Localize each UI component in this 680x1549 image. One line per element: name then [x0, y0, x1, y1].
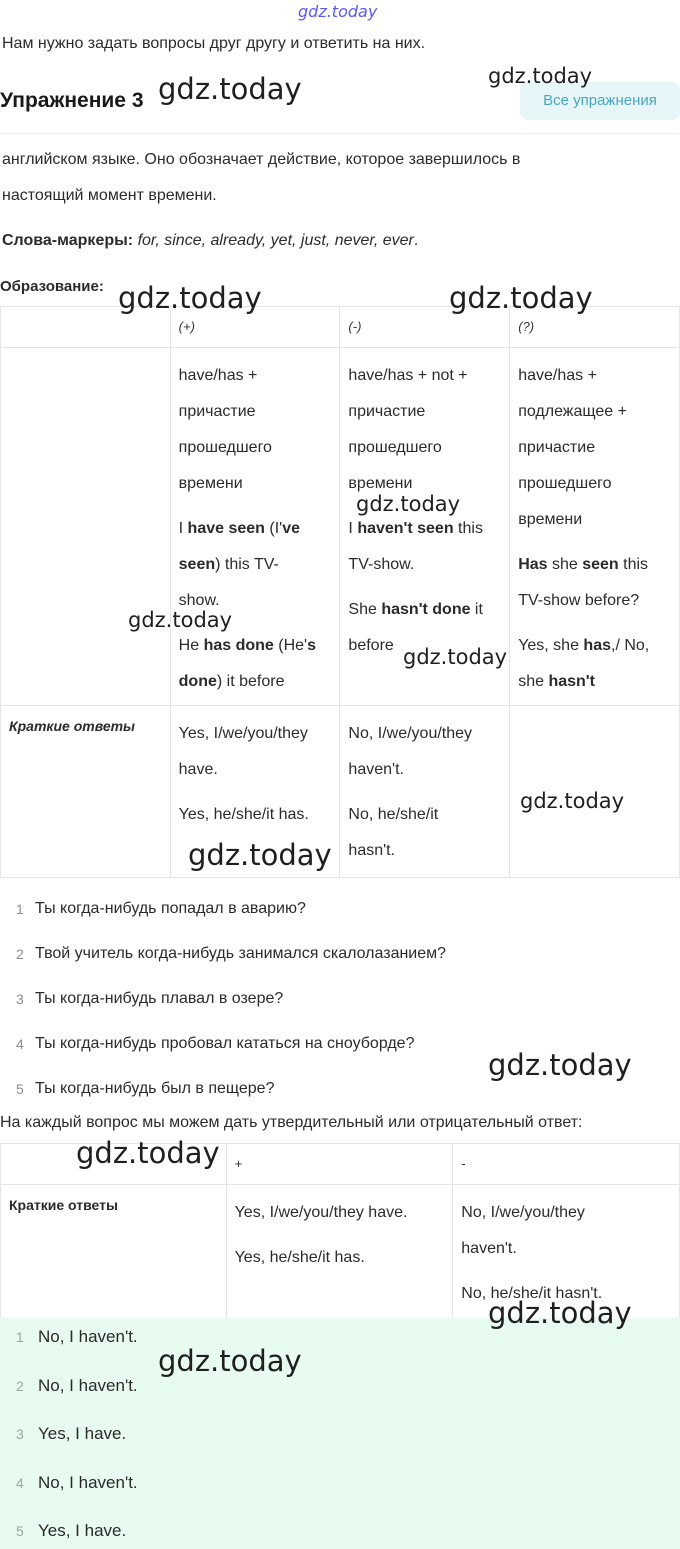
watermark: gdz.today	[356, 492, 461, 516]
short-positive-cell: Yes, I/we/you/they have. Yes, he/she/it has.	[170, 706, 340, 878]
list-item: 2 Твой учитель когда-нибудь занимался скалолазанием?	[16, 945, 447, 962]
rule-line: have/has + not +	[348, 367, 468, 384]
answer-item: 1 No, I haven't.	[16, 1327, 138, 1346]
formation-table	[0, 306, 680, 878]
formation-header-positive: (+)	[170, 307, 340, 348]
intro-text: Нам нужно задать вопросы друг другу и ответить на них.	[2, 35, 426, 52]
example-line: show.	[178, 592, 220, 609]
watermark: gdz.today	[488, 1296, 632, 1330]
markers-label: Слова-маркеры:	[2, 232, 134, 249]
short-header-empty	[1, 1144, 227, 1185]
short-answers-label-cell: Краткие ответы	[1, 706, 171, 878]
rule-line: прошедшего	[518, 475, 612, 492]
question-cell	[510, 348, 680, 706]
list-item: 1 Ты когда-нибудь попадал в аварию?	[16, 900, 306, 917]
rule-line: подлежащее +	[518, 403, 627, 420]
example-line: before	[348, 637, 394, 654]
watermark: gdz.today	[403, 645, 508, 669]
watermark-top: gdz.today	[298, 2, 378, 21]
example-line: She hasn't done it	[348, 601, 483, 618]
markers-value: for, since, already, yet, just, never, ever	[137, 232, 414, 249]
example-line: He has done (He's	[178, 637, 316, 654]
example-line: Has she seen this	[518, 556, 649, 573]
watermark: gdz.today	[449, 281, 593, 315]
short-header-negative: -	[453, 1144, 680, 1185]
rule-line: причастие	[348, 403, 426, 420]
example-line: seen) this TV-	[178, 556, 279, 573]
answer-item: 4 No, I haven't.	[16, 1472, 138, 1492]
positive-cell	[170, 348, 340, 706]
page-title: Упражнение 3	[0, 89, 144, 112]
example-line: I haven't seen this	[348, 520, 483, 537]
list-item: 3 Ты когда-нибудь плавал в озере?	[16, 990, 284, 1007]
rule-line: времени	[348, 475, 413, 492]
example-line: TV-show.	[348, 556, 415, 573]
exercise-header	[0, 72, 680, 134]
short-pos-cell: Yes, I/we/you/they have. Yes, he/she/it has.	[226, 1185, 453, 1319]
watermark: gdz.today	[488, 64, 593, 88]
all-exercises-button[interactable]: Все упражнения	[520, 82, 680, 120]
formation-header-empty	[1, 307, 171, 348]
markers-line	[2, 223, 418, 259]
formation-row-label	[1, 348, 171, 706]
formation-label: Образование:	[0, 278, 104, 295]
negative-cell	[340, 348, 510, 706]
answers-intro: На каждый вопрос мы можем дать утвердительный или отрицательный ответ:	[0, 1114, 583, 1131]
watermark: gdz.today	[128, 608, 233, 632]
short-label-cell: Краткие ответы	[1, 1185, 227, 1319]
example-line: Yes, she has,/ No,	[518, 637, 650, 654]
answer-item: 3 Yes, I have.	[16, 1424, 127, 1443]
short-header-positive: +	[226, 1144, 453, 1185]
description-line-1: английском языке. Оно обозначает действие, которое завершилось в	[2, 151, 521, 168]
answer-item: 5 Yes, I have.	[16, 1521, 127, 1540]
rule-line: времени	[518, 511, 583, 528]
watermark: gdz.today	[76, 1136, 220, 1170]
formation-header-question: (?)	[510, 307, 680, 348]
rule-line: have/has +	[178, 367, 258, 384]
example-line: she hasn't	[518, 673, 595, 690]
rule-line: прошедшего	[178, 439, 272, 456]
example-line: done) it before	[178, 673, 285, 690]
watermark: gdz.today	[520, 789, 625, 813]
list-item: 4 Ты когда-нибудь пробовал кататься на сноуборде?	[16, 1035, 415, 1052]
rule-line: времени	[178, 475, 243, 492]
rule-line: причастие	[518, 439, 596, 456]
short-neg-cell: No, I/we/you/they haven't. No, he/she/it hasn't.	[453, 1185, 680, 1319]
watermark: gdz.today	[158, 72, 302, 106]
watermark: gdz.today	[188, 838, 332, 872]
rule-line: have/has +	[518, 367, 597, 384]
watermark: gdz.today	[118, 281, 262, 315]
description-line-2: настоящий момент времени.	[2, 187, 217, 204]
formation-header-negative: (-)	[340, 307, 510, 348]
short-answers-table	[0, 1143, 680, 1319]
example-line: TV-show before?	[518, 592, 640, 609]
markers-end: .	[413, 232, 419, 249]
watermark: gdz.today	[158, 1344, 302, 1378]
answer-item: 2 No, I haven't.	[16, 1375, 138, 1395]
list-item: 5 Ты когда-нибудь был в пещере?	[16, 1080, 275, 1097]
short-negative-cell: No, I/we/you/they haven't. No, he/she/it hasn't.	[340, 706, 510, 878]
answers-block	[0, 1318, 680, 1549]
rule-line: причастие	[178, 403, 256, 420]
example-line: I have seen (I've	[178, 520, 301, 537]
watermark: gdz.today	[488, 1048, 632, 1082]
questions-list	[0, 889, 680, 1114]
short-question-cell	[510, 706, 680, 878]
rule-line: прошедшего	[348, 439, 442, 456]
